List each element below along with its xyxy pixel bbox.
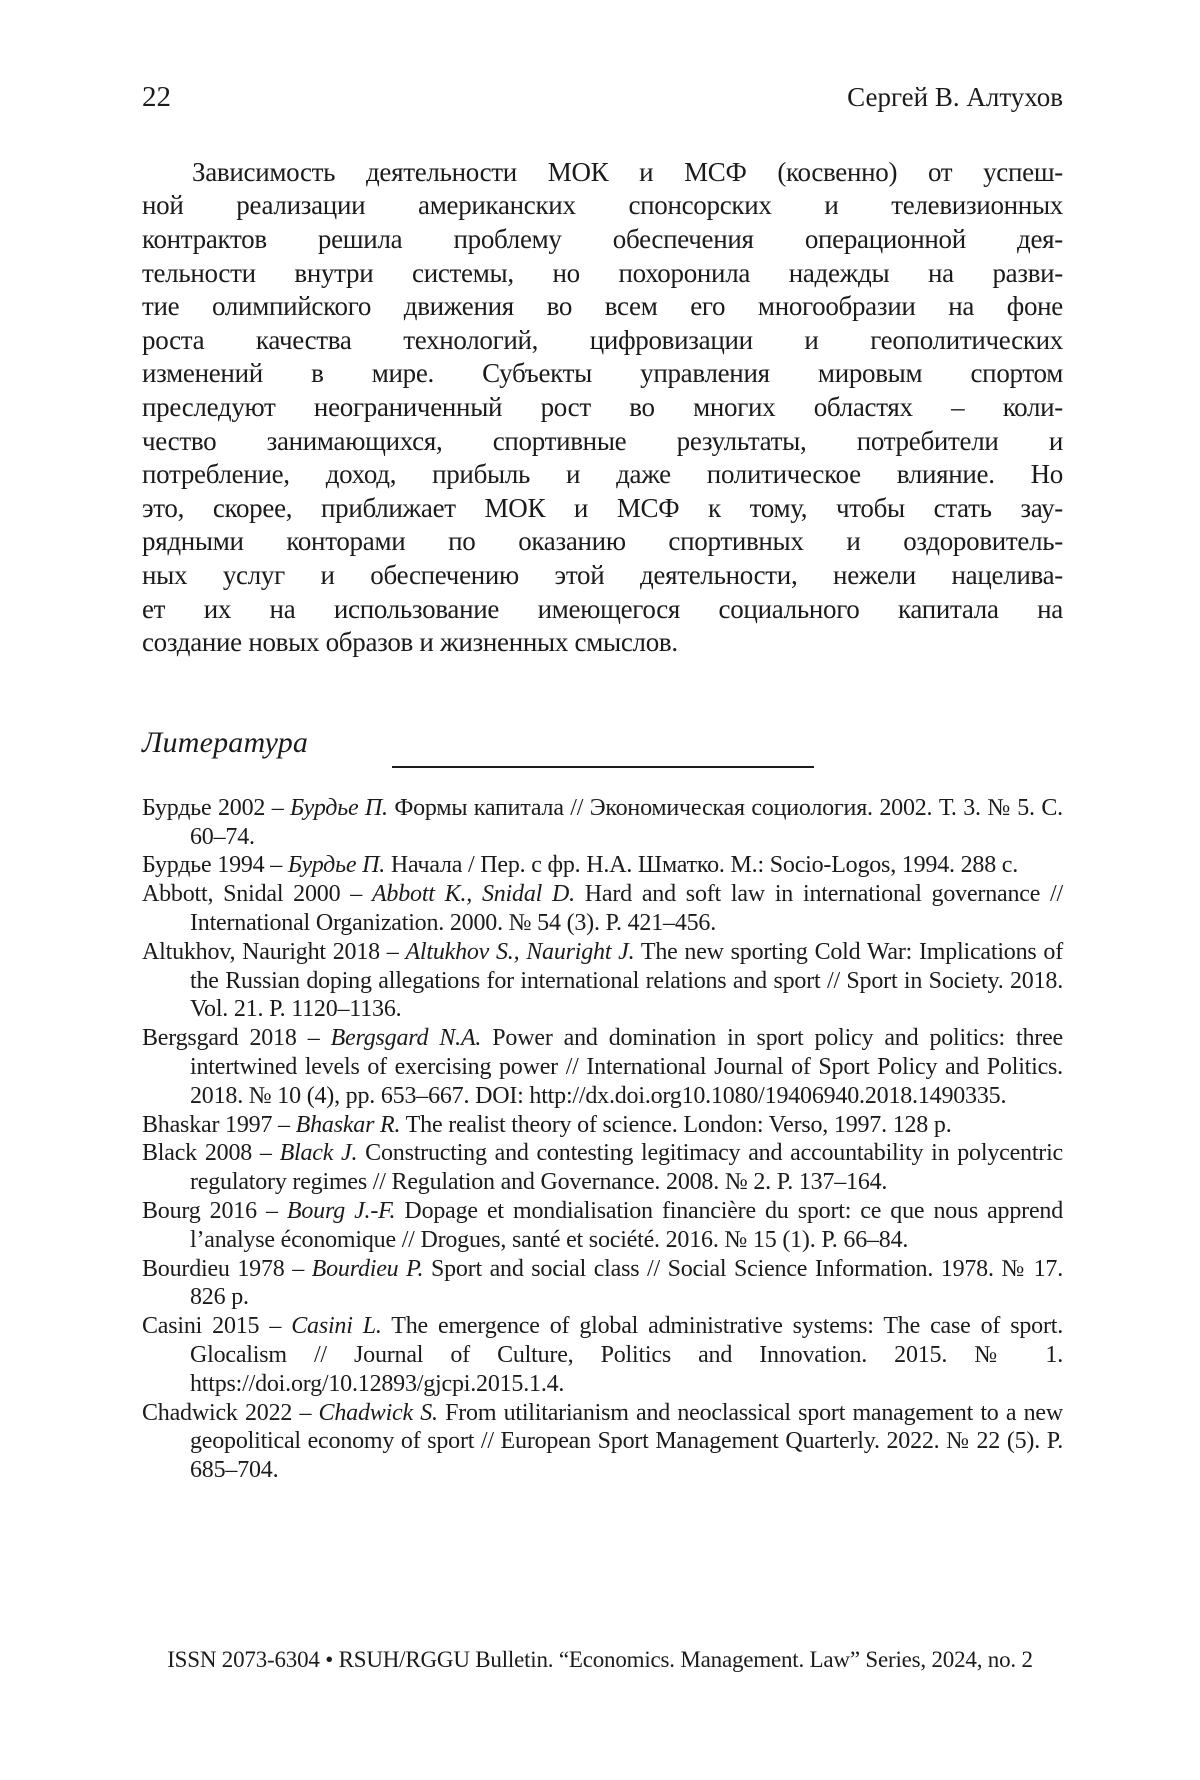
reference-label: Bourdieu 1978 – <box>142 1255 312 1282</box>
reference-label: Altukhov, Nauright 2018 – <box>142 938 406 965</box>
reference-entry <box>142 794 1063 852</box>
reference-label: Bhaskar 1997 – <box>142 1111 296 1138</box>
reference-authors: Black J. <box>279 1140 358 1167</box>
paragraph-line: ет их на использование имеющегося социального капитала на <box>142 593 1063 624</box>
reference-text: Начала / Пер. с фр. Н.А. Шматко. М.: Socio-Logos, 1994. 288 с. <box>385 852 1019 879</box>
reference-entry <box>142 851 1063 880</box>
body-paragraph <box>142 156 1063 660</box>
reference-list <box>142 794 1063 1485</box>
page-number: 22 <box>142 81 171 113</box>
reference-label: Abbott, Snidal 2000 – <box>142 881 372 908</box>
reference-label: Бурдье 1994 – <box>142 852 288 879</box>
reference-label: Бурдье 2002 – <box>142 794 291 821</box>
running-header <box>142 0 1063 114</box>
reference-authors: Бурдье П. <box>290 794 388 821</box>
paragraph-line: рядными конторами по оказанию спортивных и оздоровитель- <box>142 526 1063 557</box>
reference-text: Sport and social class // Social Science Information. 1978. № 17. 826 p. <box>190 1255 1063 1311</box>
references-heading: Литература <box>142 725 309 759</box>
reference-label: Casini 2015 – <box>142 1313 292 1340</box>
references-heading-rule <box>392 766 814 768</box>
reference-authors: Bergsgard N.A. <box>330 1025 482 1052</box>
page-footer: ISSN 2073-6304 • RSUH/RGGU Bulletin. “Economics. Management. Law” Series, 2024, no. 2 <box>167 1647 1033 1672</box>
paragraph-line: преследуют неограниченный рост во многих областях – коли- <box>142 392 1063 423</box>
reference-label: Black 2008 – <box>142 1140 280 1167</box>
reference-text: The new sporting Cold War: Implications of the Russian doping allegations for international relations and sport // Sport in Society. 2018. Vol. 21. P. 1120–1136. <box>190 938 1063 1023</box>
page-content <box>142 0 1063 1485</box>
reference-entry <box>142 1312 1063 1398</box>
reference-authors: Bourdieu P. <box>311 1255 424 1282</box>
reference-entry <box>142 1024 1063 1110</box>
paragraph-line: контрактов решила проблему обеспечения операционной дея- <box>142 224 1063 255</box>
paragraph-line: создание новых образов и жизненных смыслов. <box>142 627 678 658</box>
reference-entry <box>142 1139 1063 1197</box>
reference-authors: Бурдье П. <box>287 852 386 879</box>
reference-text: Constructing and contesting legitimacy and accountability in polycentric regulatory regimes // Regulation and Governance. 2008. № 2. P. 137–164. <box>190 1140 1063 1196</box>
reference-entry <box>142 1111 1063 1140</box>
reference-label: Chadwick 2022 – <box>142 1399 319 1426</box>
paragraph-line: Зависимость деятельности МОК и МСФ (косвенно) от успеш- <box>192 156 1063 187</box>
reference-label: Bergsgard 2018 – <box>142 1025 331 1052</box>
paragraph-line: тельности внутри системы, но похоронила надежды на разви- <box>142 257 1063 288</box>
reference-authors: Bourg J.-F. <box>286 1197 396 1224</box>
reference-label: Bourg 2016 – <box>142 1197 287 1224</box>
reference-authors: Chadwick S. <box>318 1399 438 1426</box>
paragraph-line: изменений в мире. Субъекты управления мировым спортом <box>142 358 1063 389</box>
paragraph-line: чество занимающихся, спортивные результаты, потребители и <box>142 425 1063 456</box>
reference-entry <box>142 1197 1063 1255</box>
running-head-author: Сергей В. Алтухов <box>847 82 1063 112</box>
reference-text: The realist theory of science. London: Verso, 1997. 128 p. <box>400 1111 952 1138</box>
reference-entry <box>142 938 1063 1024</box>
paragraph-line: роста качества технологий, цифровизации и геополитических <box>142 324 1063 355</box>
reference-entry <box>142 1399 1063 1485</box>
paragraph-line: потребление, доход, прибыль и даже политическое влияние. Но <box>142 459 1063 490</box>
reference-authors: Casini L. <box>291 1313 382 1340</box>
reference-entry <box>142 880 1063 938</box>
reference-text: Dopage et mondialisation financière du sport: ce que nous apprend l’analyse économique // Drogues, santé et société. 2016. № 15 (1). P. 66–84. <box>190 1197 1063 1253</box>
reference-text: Power and domination in sport policy and politics: three intertwined levels of exercising power // International Journal of Sport Policy and Politics. 2018. № 10 (4), pp. 653–667. DOI: http://dx.doi.org10.1080/19406940.2018.1490335. <box>190 1025 1063 1109</box>
paragraph-line: это, скорее, приближает МОК и МСФ к тому, чтобы стать зау- <box>142 492 1063 523</box>
reference-entry <box>142 1255 1063 1313</box>
reference-authors: Bhaskar R. <box>295 1111 401 1138</box>
reference-text: Hard and soft law in international governance // International Organization. 2000. № 54 (3). P. 421–456. <box>190 881 1063 936</box>
reference-text: From utilitarianism and neoclassical sport management to a new geopolitical economy of sport // European Sport Management Quarterly. 2022. № 22 (5). P. 685–704. <box>190 1399 1063 1484</box>
reference-authors: Altukhov S., Nauright J. <box>405 938 635 965</box>
paragraph-line: тие олимпийского движения во всем его многообразии на фоне <box>142 291 1063 322</box>
reference-authors: Abbott K., Snidal D. <box>371 881 575 908</box>
paragraph-line: ных услуг и обеспечению этой деятельности, нежели нацелива- <box>142 560 1063 591</box>
reference-text: Формы капитала // Экономическая социология. 2002. Т. 3. № 5. С. 60–74. <box>190 794 1063 850</box>
paragraph-line: ной реализации американских спонсорских и телевизионных <box>142 190 1063 221</box>
reference-text: The emergence of global administrative systems: The case of sport. Glocalism // Journal of Culture, Politics and Innovation. 2015. № 1. https://doi.org/10.12893/gjcpi.2015.1.4. <box>190 1313 1064 1397</box>
